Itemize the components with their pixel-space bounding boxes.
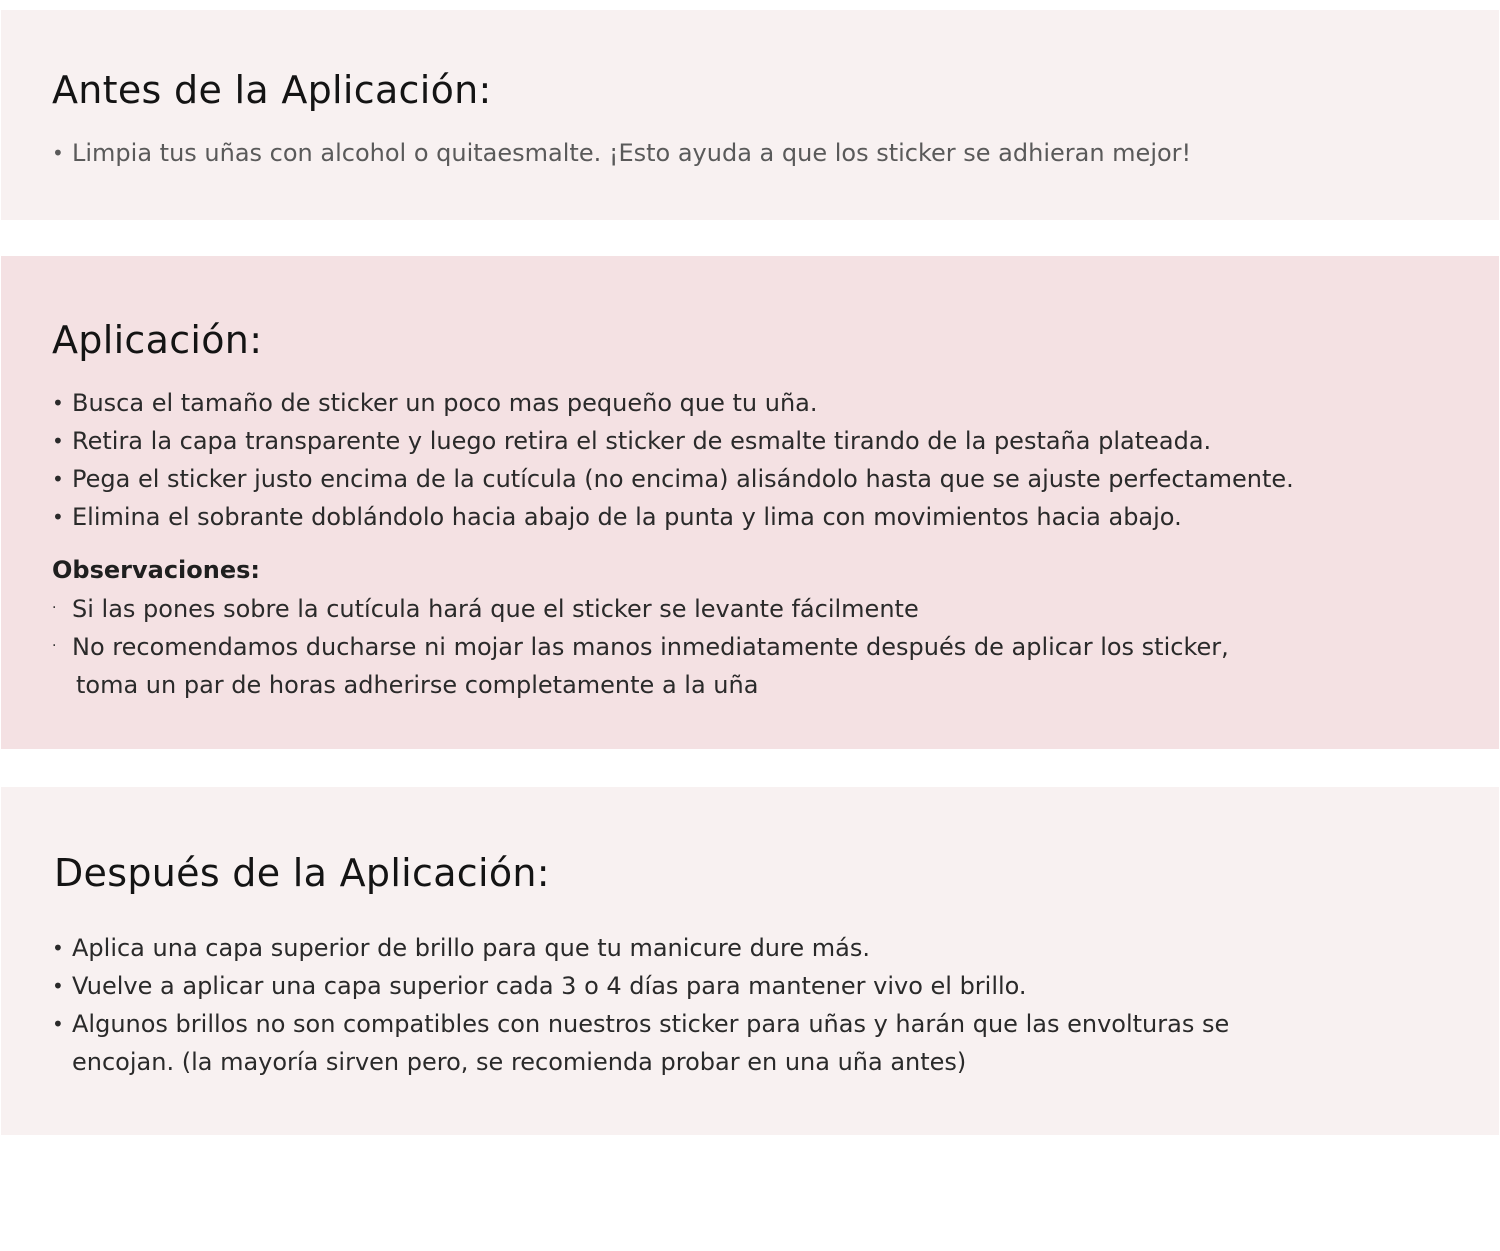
before-application-heading: Antes de la Aplicación: [52,68,492,112]
before-application-panel [1,10,1499,220]
list-item-text: Vuelve a aplicar una capa superior cada 3 o 4 días para mantener vivo el brillo. [72,972,1027,1000]
bullet-icon: • [52,391,64,415]
application-steps-list [52,384,1294,536]
list-item-text: Elimina el sobrante doblándolo hacia abajo de la punta y lima con movimientos hacia abajo. [72,503,1182,531]
list-item [52,460,1294,498]
list-item [52,967,1229,1005]
after-application-panel [1,787,1499,1135]
observations-heading: Observaciones: [52,556,261,584]
bullet-icon: • [52,429,64,453]
list-item-text-continuation: toma un par de horas adherirse completamente a la uña [76,671,759,699]
bullet-icon: · [52,638,57,654]
bullet-icon: • [52,974,64,998]
bullet-icon: • [52,467,64,491]
list-item-text: Busca el tamaño de sticker un poco mas pequeño que tu uña. [72,389,818,417]
list-item-text: Algunos brillos no son compatibles con nuestros sticker para uñas y harán que las envolturas se [72,1010,1230,1038]
list-item [52,422,1294,460]
list-item [52,929,1229,967]
list-item [52,498,1294,536]
list-item-text: Si las pones sobre la cutícula hará que el sticker se levante fácilmente [72,595,919,623]
before-application-list [52,134,1191,172]
list-item [52,134,1191,172]
application-panel [1,256,1499,749]
bullet-icon: · [52,600,57,616]
after-application-heading: Después de la Aplicación: [54,851,550,895]
list-item [52,628,1229,704]
list-item-text: No recomendamos ducharse ni mojar las manos inmediatamente después de aplicar los sticker, [72,633,1229,661]
list-item [52,1005,1229,1081]
list-item-text: Limpia tus uñas con alcohol o quitaesmalte. ¡Esto ayuda a que los sticker se adhieran mejor! [72,139,1192,167]
list-item [52,384,1294,422]
application-heading: Aplicación: [52,318,263,362]
list-item-text: Retira la capa transparente y luego retira el sticker de esmalte tirando de la pestaña plateada. [72,427,1212,455]
after-application-list [52,929,1229,1081]
observations-list [52,590,1229,704]
list-item-text: Aplica una capa superior de brillo para que tu manicure dure más. [72,934,870,962]
bullet-icon: • [52,1012,64,1036]
list-item-text-continuation: encojan. (la mayoría sirven pero, se recomienda probar en una uña antes) [72,1048,967,1076]
bullet-icon: • [52,141,64,165]
list-item-text: Pega el sticker justo encima de la cutícula (no encima) alisándolo hasta que se ajuste perfectamente. [72,465,1294,493]
bullet-icon: • [52,936,64,960]
bullet-icon: • [52,505,64,529]
list-item [52,590,1229,628]
